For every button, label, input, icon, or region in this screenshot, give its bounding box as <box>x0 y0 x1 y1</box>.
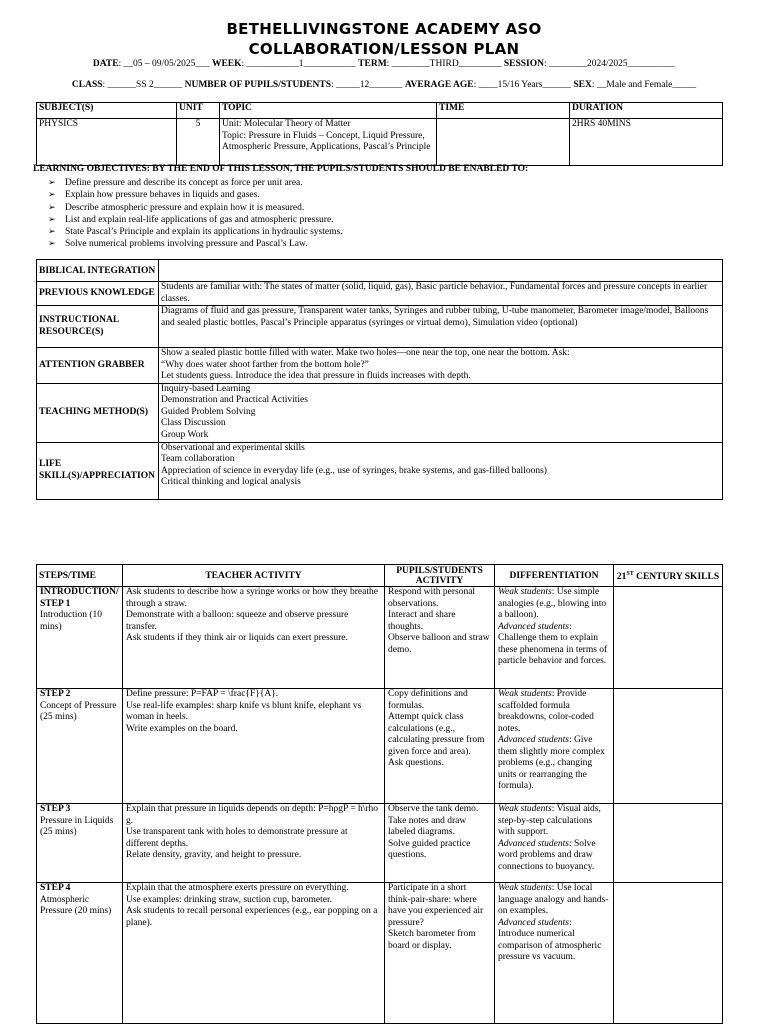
lesson-info-table <box>36 259 723 500</box>
table-row <box>37 348 723 384</box>
list-item: ➢ Describe atmospheric pressure and explain how it is measured. <box>48 202 305 213</box>
subject-table-header <box>37 103 723 119</box>
school-name: BETHELLIVINGSTONE ACADEMY ASO <box>226 20 542 38</box>
differentiation-header: DIFFERENTIATION <box>495 565 614 587</box>
life-skills-label: LIFE SKILL(S)/APPRECIATION <box>37 442 159 499</box>
class-value: : ______SS 2______ <box>102 80 185 90</box>
arrow-bullet-icon: ➢ <box>48 239 56 250</box>
date-week-term-line <box>0 59 768 69</box>
resources-label: INSTRUCTIONAL RESOURCE(S) <box>37 306 159 348</box>
term-value: : ________THIRD_________ <box>386 59 504 69</box>
step-cell: STEP 4 Atmospheric Pressure (20 mins) <box>37 883 123 1024</box>
unit-cell: 5 <box>177 119 220 166</box>
list-item: ➢ Solve numerical problems involving pressure and Pascal’s Law. <box>48 239 308 250</box>
sex-label: SEX <box>573 80 592 90</box>
arrow-bullet-icon: ➢ <box>48 178 56 188</box>
table-row <box>37 282 723 306</box>
step-cell: STEP 2 Concept of Pressure (25 mins) <box>37 689 123 804</box>
time-cell <box>437 119 570 166</box>
century-skills-cell <box>614 689 723 804</box>
table-row <box>37 689 723 804</box>
teacher-activity-header: TEACHER ACTIVITY <box>123 565 385 587</box>
previous-knowledge-value: Students are familiar with: The states of matter (solid, liquid, gas), Basic particle behavior., Fundamental forces and pressure concepts in earlier classes. <box>159 282 723 306</box>
century-skills-cell <box>614 804 723 883</box>
differentiation-cell: Weak students: Visual aids, step-by-step calculations with support. Advanced students: Solve word problems and draw connections to buoyancy. <box>495 804 614 883</box>
subject-table-row <box>37 119 723 166</box>
list-item: ➢ State Pascal’s Principle and explain its applications in hydraulic systems. <box>48 227 343 238</box>
week-value: : ___________1___________ <box>241 59 359 69</box>
table-row <box>37 442 723 499</box>
week-label: WEEK <box>211 59 242 69</box>
arrow-bullet-icon: ➢ <box>48 202 56 213</box>
table-row <box>37 883 723 1024</box>
class-details-line <box>0 80 768 90</box>
pupils-value: : _____12_______ <box>331 80 405 90</box>
pupils-activity-cell: Respond with personal observations. Interact and share thoughts. Observe balloon and straw demo. <box>385 587 495 689</box>
teacher-activity-cell: Explain that the atmosphere exerts pressure on everything. Use examples: drinking straw, suction cup, barometer. Ask students to recall personal experiences (e.g., ear popping on a plane). <box>123 883 385 1024</box>
topic-header: TOPIC <box>220 103 437 119</box>
teacher-activity-cell: Define pressure: P=FAP = \frac{F}{A}. Use real-life examples: sharp knife vs blunt knife, elephant vs woman in heels. Write examples on the board. <box>123 689 385 804</box>
topic-cell <box>220 119 437 166</box>
objectives-list <box>48 177 343 251</box>
subject-table <box>36 102 723 166</box>
table-row <box>37 383 723 442</box>
arrow-bullet-icon: ➢ <box>48 227 56 238</box>
duration-header: DURATION <box>570 103 723 119</box>
topic-title: Topic: Pressure in Fluids – Concept, Liquid Pressure, Atmospheric Pressure, Applications, Pascal’s Principle <box>222 130 431 152</box>
list-item: ➢ List and explain real-life applications of gas and atmospheric pressure. <box>48 214 334 225</box>
session-value: : ________2024/2025__________ <box>543 59 676 69</box>
attention-grabber-value: Show a sealed plastic bottle filled with water. Make two holes—one near the top, one near the bottom. Ask: “Why does water shoot farther from the bottom hole?” Let students guess. Introduce the idea that pressure in fluids increases with depth. <box>159 348 723 384</box>
teaching-methods-label: TEACHING METHOD(S) <box>37 383 159 442</box>
steps-time-header: STEPS/TIME <box>37 565 123 587</box>
age-value: : ____15/16 Years______ <box>473 80 574 90</box>
term-label: TERM <box>358 59 387 69</box>
pupils-label: NUMBER OF PUPILS/STUDENTS <box>184 80 332 90</box>
step-cell: INTRODUCTION/ STEP 1 Introduction (10 mins) <box>37 587 123 689</box>
sex-value: : __Male and Female_____ <box>591 80 697 90</box>
list-item: ➢ Explain how pressure behaves in liquids and gases. <box>48 190 260 201</box>
steps-table-header <box>37 565 723 587</box>
teacher-activity-cell: Explain that pressure in liquids depends on depth: P=hρgP = h\rho g. Use transparent tank with holes to demonstrate pressure at different depths. Relate density, gravity, and height to pressure. <box>123 804 385 883</box>
date-label: DATE <box>92 59 119 69</box>
differentiation-cell: Weak students: Use local language analogy and hands-on examples. Advanced students: Introduce numerical comparison of atmospheric pressure vs vacuum. <box>495 883 614 1024</box>
duration-cell: 2HRS 40MINS <box>570 119 723 166</box>
teaching-methods-value: Inquiry-based Learning Demonstration and Practical Activities Guided Problem Solving Class Discussion Group Work <box>159 383 723 442</box>
previous-knowledge-label: PREVIOUS KNOWLEDGE <box>37 282 159 306</box>
teacher-activity-cell: Ask students to describe how a syringe works or how they breathe through a straw. Demonstrate with a balloon: squeeze and observe pressure transfer. Ask students if they think air or liquids can exert pressure. <box>123 587 385 689</box>
table-row <box>37 306 723 348</box>
subject-header: SUBJECT(S) <box>37 103 177 119</box>
session-label: SESSION <box>503 59 544 69</box>
century-skills-cell <box>614 883 723 1024</box>
differentiation-cell: Weak students: Provide scaffolded formula breakdowns, color-coded notes. Advanced students: Give them slightly more complex problems (e.g., changing units or rearranging the formula). <box>495 689 614 804</box>
list-item: ➢ Define pressure and describe its concept as force per unit area. <box>48 178 303 188</box>
pupils-activity-cell: Participate in a short think-pair-share: where have you experienced air pressure? Sketch barometer from board or display. <box>385 883 495 1024</box>
century-skills-header: 21ST CENTURY SKILLS <box>614 565 723 587</box>
table-row <box>37 804 723 883</box>
step-cell: STEP 3 Pressure in Liquids (25 mins) <box>37 804 123 883</box>
date-value: : __05 – 09/05/2025___ <box>118 59 212 69</box>
table-row <box>37 587 723 689</box>
age-label: AVERAGE AGE <box>404 80 474 90</box>
pupils-activity-cell: Copy definitions and formulas. Attempt quick class calculations (e.g., calculating pressure from given force and area). Ask questions. <box>385 689 495 804</box>
life-skills-value: Observational and experimental skills Team collaboration Appreciation of science in everyday life (e.g., use of syringes, brake systems, and gas-filled balloons) Critical thinking and logical analysis <box>159 442 723 499</box>
objectives-title: LEARNING OBJECTIVES: BY THE END OF THIS LESSON, THE PUPILS/STUDENTS SHOULD BE ENABLED TO: <box>33 164 529 174</box>
arrow-bullet-icon: ➢ <box>48 214 56 225</box>
resources-value: Diagrams of fluid and gas pressure, Transparent water tanks, Syringes and rubber tubing, U-tube manometer, Barometer image/model, Balloons and sealed plastic bottles, Pascal’s Principle apparatus (syringes or virtual demo), Simulation video (optional) <box>159 306 723 348</box>
pupils-activity-header: PUPILS/STUDENTS ACTIVITY <box>385 565 495 587</box>
biblical-value <box>159 260 723 282</box>
lesson-steps-table <box>36 564 723 1024</box>
attention-grabber-label: ATTENTION GRABBER <box>37 348 159 384</box>
document-title: COLLABORATION/LESSON PLAN <box>248 40 520 58</box>
differentiation-cell: Weak students: Use simple analogies (e.g., blowing into a balloon). Advanced students: Challenge them to explain these phenomena in terms of particle behavior and forces. <box>495 587 614 689</box>
subject-cell: PHYSICS <box>37 119 177 166</box>
topic-unit: Unit: Molecular Theory of Matter <box>222 119 351 129</box>
arrow-bullet-icon: ➢ <box>48 190 56 201</box>
century-skills-cell <box>614 587 723 689</box>
pupils-activity-cell: Observe the tank demo. Take notes and draw labeled diagrams. Solve guided practice questions. <box>385 804 495 883</box>
unit-header: UNIT <box>177 103 220 119</box>
table-row <box>37 260 723 282</box>
biblical-label: BIBLICAL INTEGRATION <box>37 260 159 282</box>
time-header: TIME <box>437 103 570 119</box>
class-label: CLASS <box>71 80 103 90</box>
